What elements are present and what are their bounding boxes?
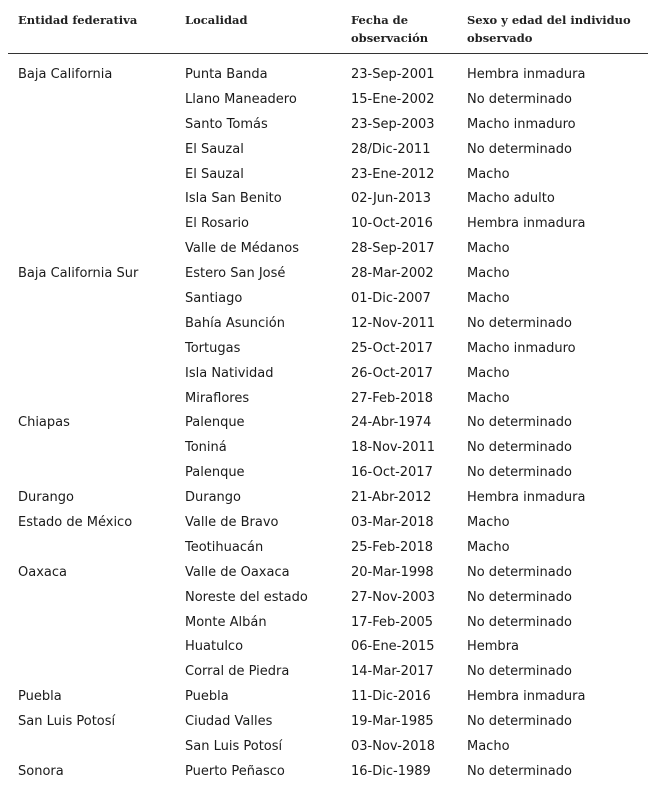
table-row [8,586,648,611]
header-sexo-line2: observado [467,31,533,45]
cell-fecha: 21-Abr-2012 [351,490,432,506]
cell-localidad: Valle de Médanos [185,241,299,257]
cell-fecha: 23-Sep-2003 [351,116,435,132]
cell-fecha: 11-Dic-2016 [351,689,431,705]
table-row [8,685,648,710]
table-row [8,312,648,337]
table-body [8,54,648,785]
cell-fecha: 14-Mar-2017 [351,664,434,680]
observations-table [8,0,648,785]
table-row [8,635,648,660]
table-row [8,660,648,685]
cell-localidad: Punta Banda [185,67,268,82]
cell-fecha: 18-Nov-2011 [351,440,436,456]
cell-sexo: Hembra inmadura [467,490,586,506]
cell-fecha: 26-Oct-2017 [351,365,433,381]
cell-fecha: 03-Nov-2018 [351,739,436,755]
cell-localidad: Llano Maneadero [185,91,297,107]
cell-sexo: No determinado [467,564,572,580]
cell-localidad: El Rosario [185,216,250,232]
cell-entidad: Estado de México [18,515,133,531]
cell-fecha: 16-Oct-2017 [351,465,433,481]
cell-localidad: Valle de Oaxaca [185,564,290,580]
cell-sexo: Macho [467,539,510,555]
cell-sexo: No determinado [467,91,572,107]
cell-entidad: Sonora [18,763,64,779]
cell-sexo: Macho [467,166,510,182]
cell-fecha: 06-Ene-2015 [351,639,435,655]
table-row [8,262,648,287]
cell-localidad: Puerto Peñasco [185,763,285,779]
cell-localidad: Palenque [185,465,245,481]
cell-localidad: Corral de Piedra [185,664,290,680]
cell-entidad: Chiapas [18,415,70,431]
cell-sexo: Macho inmaduro [467,116,576,132]
cell-sexo: Macho [467,365,510,381]
header-sexo-edad [467,11,631,47]
cell-entidad: Baja California Sur [18,266,139,282]
cell-entidad: San Luis Potosí [18,714,116,730]
table-row [8,611,648,636]
cell-localidad: Ciudad Valles [185,714,273,730]
table-row [8,237,648,262]
cell-sexo: No determinado [467,664,572,680]
table-row [8,287,648,312]
cell-fecha: 19-Mar-1985 [351,714,434,730]
table-row [8,411,648,436]
table-row [8,561,648,586]
cell-entidad: Baja California [18,67,113,82]
cell-fecha: 28/Dic-2011 [351,141,431,157]
cell-localidad: Estero San José [185,266,286,282]
cell-localidad: Palenque [185,415,245,431]
table-row [8,187,648,212]
cell-fecha: 16-Dic-1989 [351,763,431,779]
cell-fecha: 20-Mar-1998 [351,564,434,580]
cell-localidad: Durango [185,490,242,506]
cell-fecha: 25-Oct-2017 [351,340,433,356]
cell-localidad: Miraflores [185,390,250,406]
cell-fecha: 01-Dic-2007 [351,291,431,307]
cell-localidad: Valle de Bravo [185,515,279,531]
header-fecha-observacion [351,11,428,47]
table-row [8,163,648,188]
cell-fecha: 03-Mar-2018 [351,515,434,531]
table-row [8,511,648,536]
cell-fecha: 17-Feb-2005 [351,614,434,630]
cell-localidad: El Sauzal [185,141,244,157]
cell-fecha: 23-Ene-2012 [351,166,435,182]
cell-sexo: Macho [467,515,510,531]
cell-sexo: Hembra inmadura [467,67,586,82]
cell-fecha: 25-Feb-2018 [351,539,434,555]
table-row [8,536,648,561]
table-row [8,212,648,237]
cell-sexo: No determinado [467,589,572,605]
table-row [8,138,648,163]
table-row [8,63,648,88]
cell-entidad: Oaxaca [18,564,67,580]
cell-localidad: Puebla [185,689,229,705]
cell-fecha: 15-Ene-2002 [351,91,435,107]
cell-localidad: Monte Albán [185,614,267,630]
table-row [8,760,648,785]
cell-sexo: Hembra inmadura [467,689,586,705]
cell-fecha: 27-Feb-2018 [351,390,434,406]
cell-sexo: Macho [467,739,510,755]
cell-sexo: No determinado [467,141,572,157]
cell-localidad: Isla San Benito [185,191,282,207]
cell-sexo: No determinado [467,415,572,431]
cell-fecha: 23-Sep-2001 [351,67,435,82]
cell-fecha: 28-Sep-2017 [351,241,435,257]
cell-sexo: Macho adulto [467,191,555,207]
header-fecha-line1: Fecha de [351,13,409,27]
cell-sexo: Macho [467,266,510,282]
table-row [8,710,648,735]
table-row [8,362,648,387]
cell-localidad: Noreste del estado [185,589,308,605]
cell-sexo: Macho [467,291,510,307]
cell-localidad: Santo Tomás [185,116,268,132]
table-row [8,88,648,113]
cell-sexo: Macho inmaduro [467,340,576,356]
cell-localidad: Bahía Asunción [185,315,285,331]
cell-sexo: No determinado [467,465,572,481]
cell-entidad: Puebla [18,689,62,705]
cell-sexo: No determinado [467,614,572,630]
table-row [8,486,648,511]
table-row [8,436,648,461]
table-row [8,735,648,760]
cell-localidad: Huatulco [185,639,244,655]
cell-localidad: Teotihuacán [185,539,264,555]
cell-sexo: No determinado [467,315,572,331]
cell-localidad: San Luis Potosí [185,739,283,755]
cell-fecha: 27-Nov-2003 [351,589,436,605]
table-row [8,461,648,486]
cell-sexo: Macho [467,390,510,406]
cell-localidad: Tortugas [185,340,241,356]
cell-localidad: El Sauzal [185,166,244,182]
cell-sexo: No determinado [467,714,572,730]
cell-sexo: Hembra inmadura [467,216,586,232]
cell-sexo: No determinado [467,763,572,779]
cell-sexo: Hembra [467,639,519,655]
cell-fecha: 28-Mar-2002 [351,266,434,282]
table-row [8,113,648,138]
header-localidad: Localidad [185,13,248,27]
cell-fecha: 02-Jun-2013 [351,191,432,207]
table-row [8,337,648,362]
cell-fecha: 10-Oct-2016 [351,216,433,232]
cell-localidad: Santiago [185,291,243,307]
header-entidad-federativa: Entidad federativa [18,13,138,27]
cell-fecha: 24-Abr-1974 [351,415,432,431]
table-row [8,387,648,412]
table-header [8,0,648,54]
cell-entidad: Durango [18,490,75,506]
cell-sexo: No determinado [467,440,572,456]
cell-localidad: Isla Natividad [185,365,274,381]
cell-sexo: Macho [467,241,510,257]
header-fecha-line2: observación [351,31,429,45]
header-sexo-line1: Sexo y edad del individuo [467,13,631,27]
cell-localidad: Toniná [185,440,227,456]
cell-fecha: 12-Nov-2011 [351,315,436,331]
